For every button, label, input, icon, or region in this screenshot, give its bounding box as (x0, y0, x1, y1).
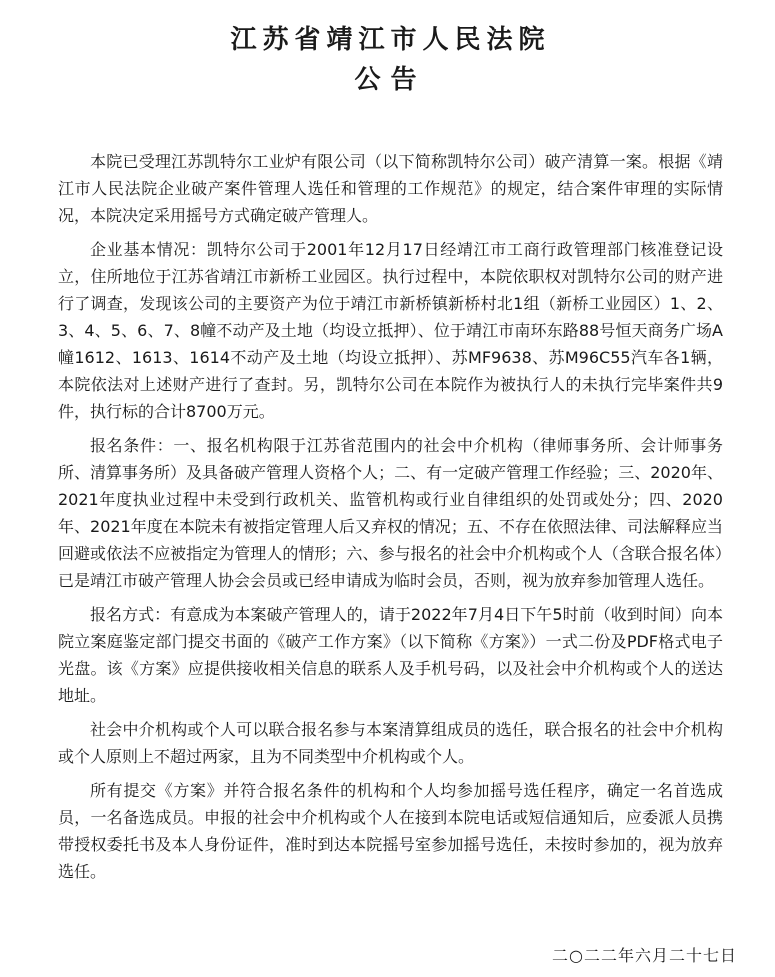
paragraph-case-accepted: 本院已受理江苏凯特尔工业炉有限公司（以下简称凯特尔公司）破产清算一案。根据《靖江市人民法院企业破产案件管理人选任和管理的工作规范》的规定，结合案件审理的实际情况，本院决定采用摇号方式确定破产管理人。 (58, 152, 723, 225)
title-block (58, 0, 723, 98)
court-name-title: 江苏省靖江市人民法院 (230, 25, 551, 55)
announcement-date: 二○二二年六月二十七日 (552, 946, 737, 965)
paragraph-lottery-procedure: 所有提交《方案》并符合报名条件的机构和个人均参加摇号选任程序，确定一名首选成员，一名备选成员。申报的社会中介机构或个人在接到本院电话或短信通知后，应委派人员携带授权委托书及本人身份证件，准时到达本院摇号室参加摇号选任，未按时参加的，视为放弃选任。 (58, 781, 723, 881)
announcement-body (58, 148, 723, 885)
paragraph-company-info: 企业基本情况：凯特尔公司于2001年12月17日经靖江市工商行政管理部门核准登记设立，住所地位于江苏省靖江市新桥工业园区。执行过程中，本院依职权对凯特尔公司的财产进行了调查，发现该公司的主要资产为位于靖江市新桥镇新桥村北1组（新桥工业园区）1、2、3、4、5、6、7、8幢不动产及土地（均设立抵押）、位于靖江市南环东路88号恒天商务广场A幢1612、1613、1614不动产及土地（均设立抵押）、苏MF9638、苏M96C55汽车各1辆，本院依法对上述财产进行了查封。另，凯特尔公司在本院作为被执行人的未执行完毕案件共9件，执行标的合计8700万元。 (58, 240, 723, 421)
announcement-heading: 公告 (354, 65, 427, 95)
paragraph-joint-registration: 社会中介机构或个人可以联合报名参与本案清算组成员的选任，联合报名的社会中介机构或个人原则上不超过两家，且为不同类型中介机构或个人。 (58, 720, 723, 766)
paragraph-registration-conditions: 报名条件：一、报名机构限于江苏省范围内的社会中介机构（律师事务所、会计师事务所、清算事务所）及具备破产管理人资格个人；二、有一定破产管理工作经验；三、2020年、2021年度执业过程中未受到行政机关、监管机构或行业自律组织的处罚或处分；四、2020年、2021年度在本院未有被指定管理人后又弃权的情况；五、不存在依照法律、司法解释应当回避或依法不应被指定为管理人的情形；六、参与报名的社会中介机构或个人（含联合报名体）已是靖江市破产管理人协会会员或已经申请成为临时会员，否则，视为放弃参加管理人选任。 (58, 436, 723, 590)
paragraph-registration-method: 报名方式：有意成为本案破产管理人的，请于2022年7月4日下午5时前（收到时间）向本院立案庭鉴定部门提交书面的《破产工作方案》（以下简称《方案》）一式二份及PDF格式电子光盘。该《方案》应提供接收相关信息的联系人及手机号码，以及社会中介机构或个人的送达地址。 (58, 605, 723, 705)
